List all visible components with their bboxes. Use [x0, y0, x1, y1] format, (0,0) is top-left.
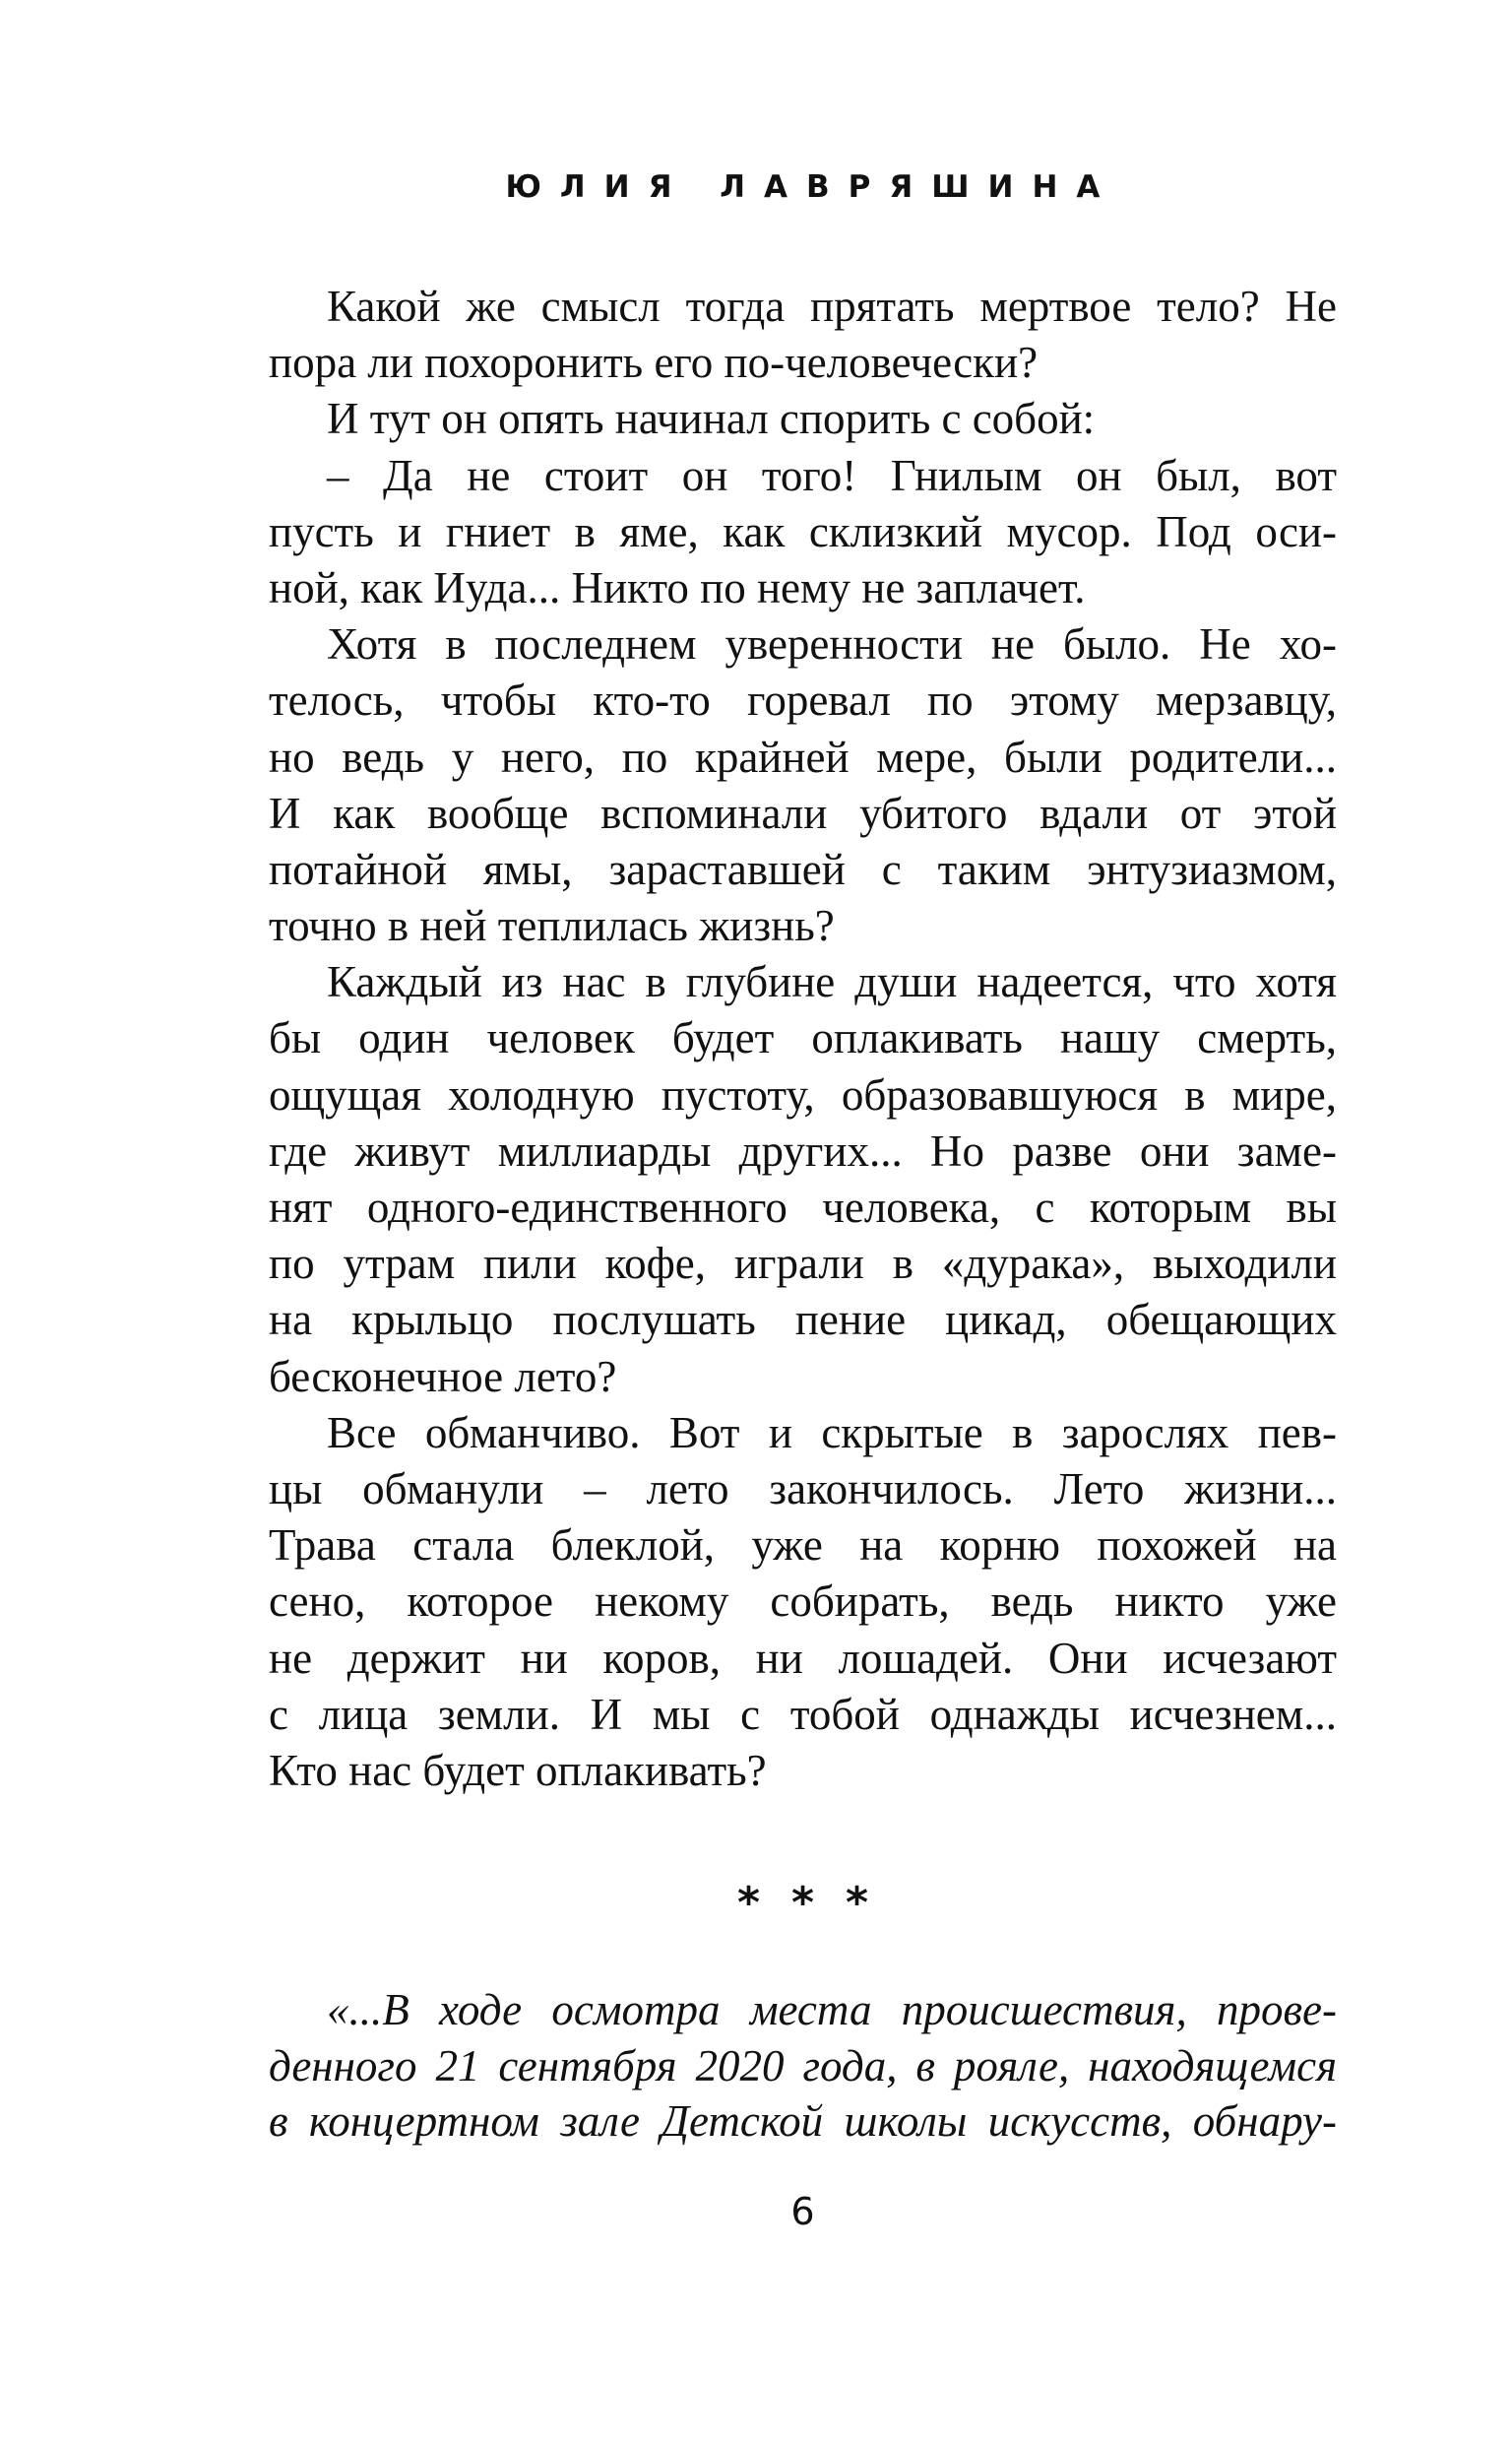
text-line: ной, как Иуда... Никто по нему не заплачет. — [269, 562, 1086, 612]
text-line: пора ли похоронить его по-человечески? — [269, 338, 1039, 388]
quote-line: денного 21 сентября 2020 года, в рояле, находящемся — [269, 2040, 1337, 2090]
text-line: бы один человек будет оплакивать нашу смерть, — [269, 1013, 1337, 1063]
text-line: потайной ямы, зараставшей с таким энтузиазмом, — [269, 844, 1337, 894]
quote-line: в концертном зале Детской школы искусств, обнару- — [269, 2096, 1337, 2146]
body-text — [269, 279, 1337, 1799]
text-line: нят одного-единственного человека, с которым вы — [269, 1183, 1337, 1232]
text-line: Все обманчиво. Вот и скрытые в зарослях пев- — [327, 1407, 1337, 1457]
text-line: Каждый из нас в глубине души надеется, что хотя — [327, 957, 1337, 1007]
italic-quote-text — [269, 1982, 1337, 2150]
text-line: Кто нас будет оплакивать? — [269, 1745, 767, 1795]
text-line: Трава стала блеклой, уже на корню похожей на — [269, 1520, 1337, 1571]
text-line: но ведь у него, по крайней мере, были родители... — [269, 732, 1337, 782]
quote-line: «...В ходе осмотра места происшествия, прове- — [327, 1985, 1337, 2034]
text-line: на крыльцо послушать пение цикад, обещающих — [269, 1295, 1337, 1345]
asterisk-icon: * — [846, 1878, 869, 1928]
text-line: где живут миллиарды других... Но разве они заме- — [269, 1125, 1337, 1176]
text-line: Какой же смысл тогда прятать мертвое тело? Не — [327, 282, 1337, 331]
text-line: телось, чтобы кто-то горевал по этому мерзавцу, — [269, 675, 1337, 726]
text-line: И как вообще вспоминали убитого вдали от этой — [269, 788, 1337, 838]
text-line: – Да не стоит он того! Гнилым он был, вот — [327, 450, 1337, 500]
text-line: бесконечное лето? — [269, 1351, 617, 1401]
text-line: с лица земли. И мы с тобой однажды исчезнем... — [269, 1689, 1337, 1739]
running-head-author: ЮЛИЯ ЛАВРЯШИНА — [505, 169, 1119, 205]
text-line: ощущая холодную пустоту, образовавшуюся в мире, — [269, 1069, 1337, 1120]
asterisk-icon: * — [736, 1878, 760, 1928]
text-line: не держит ни коров, ни лошадей. Они исчезают — [269, 1633, 1337, 1683]
text-line: цы обманули – лето закончилось. Лето жизни... — [269, 1463, 1337, 1513]
asterisk-icon: * — [790, 1878, 814, 1928]
section-separator — [269, 1879, 1337, 1928]
text-line: пусть и гниет в яме, как склизкий мусор. Под оси- — [269, 506, 1337, 556]
text-line: И тут он опять начинал спорить с собой: — [327, 394, 1096, 444]
text-line: точно в ней теплилась жизнь? — [269, 901, 835, 951]
text-line: Хотя в последнем уверенности не было. Не хо- — [327, 619, 1337, 670]
text-line: сено, которое некому собирать, ведь никто уже — [269, 1576, 1337, 1627]
text-line: по утрам пили кофе, играли в «дурака», выходили — [269, 1239, 1337, 1289]
page-number: 6 — [790, 2190, 815, 2233]
